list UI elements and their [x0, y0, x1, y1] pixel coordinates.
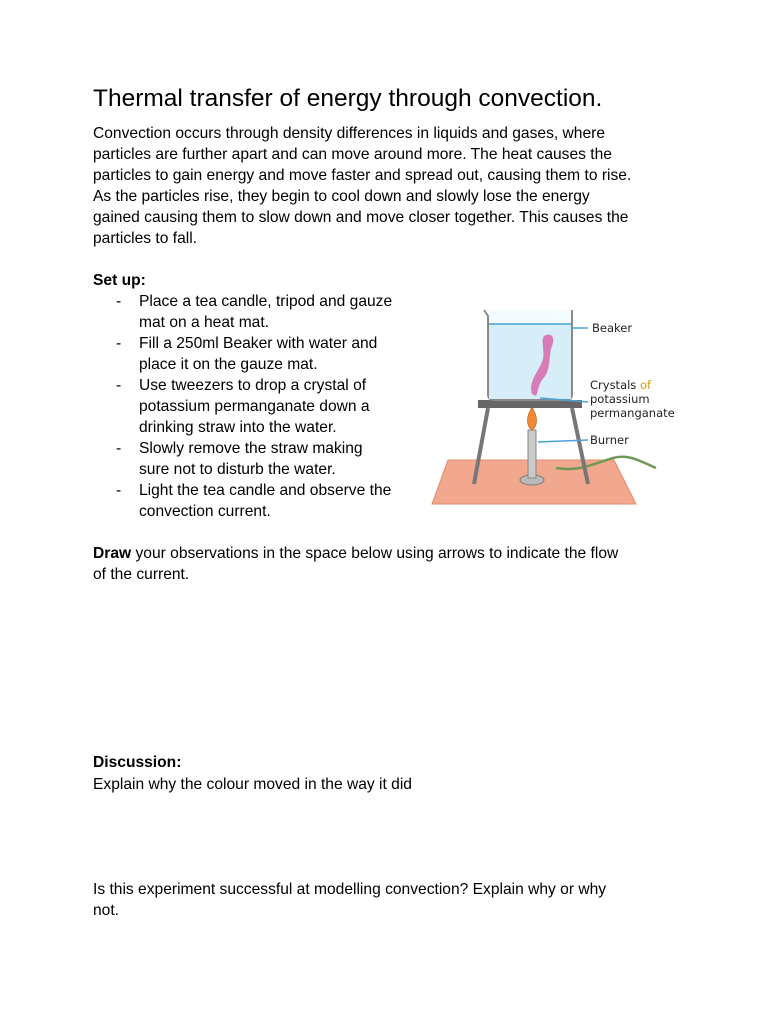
step-line: sure not to disturb the water.	[139, 461, 336, 478]
label-crystals-of: of	[639, 378, 652, 392]
draw-text: your observations in the space below using arrows to indicate the flow	[131, 545, 619, 562]
evaluation-question	[93, 879, 693, 921]
step-line: Place a tea candle, tripod and gauze	[139, 293, 393, 310]
label-crystals	[590, 378, 652, 392]
convection-apparatus-diagram	[428, 296, 698, 516]
draw-line-2: of the current.	[93, 566, 190, 583]
step-line: mat on a heat mat.	[139, 314, 270, 331]
intro-line: particles to gain energy and move faster and spread out, causing them to rise.	[93, 167, 632, 184]
draw-instructions	[93, 543, 693, 585]
step-line: convection current.	[139, 503, 271, 520]
label-permanganate: permanganate	[590, 406, 675, 420]
list-bullet: -	[116, 293, 122, 310]
discussion-question: Explain why the colour moved in the way it did	[93, 776, 412, 793]
label-crystals-word: Crystals	[590, 378, 637, 392]
setup-step	[93, 438, 423, 480]
intro-line: particles to fall.	[93, 230, 198, 247]
intro-line: As the particles rise, they begin to cool down and slowly lose the energy	[93, 188, 590, 205]
label-potassium: potassium	[590, 392, 650, 406]
label-burner: Burner	[590, 433, 629, 447]
question-line: Is this experiment successful at modelling convection? Explain why or why	[93, 881, 607, 898]
beaker-water	[489, 324, 571, 399]
list-bullet: -	[116, 482, 122, 499]
step-line: Slowly remove the straw making	[139, 440, 363, 457]
burner-barrel	[528, 430, 536, 478]
step-line: place it on the gauze mat.	[139, 356, 318, 373]
setup-step	[93, 333, 423, 375]
draw-bold-word: Draw	[93, 545, 132, 562]
page-title: Thermal transfer of energy through convection.	[93, 85, 603, 112]
discussion-heading: Discussion:	[93, 754, 182, 771]
intro-line: Convection occurs through density differences in liquids and gases, where	[93, 125, 606, 142]
setup-step	[93, 291, 423, 333]
intro-line: particles are further apart and can move around more. The heat causes the	[93, 146, 612, 163]
list-bullet: -	[116, 377, 122, 394]
gauze-mat	[478, 400, 582, 408]
step-line: Use tweezers to drop a crystal of	[139, 377, 367, 394]
step-line: potassium permanganate down a	[139, 398, 370, 415]
setup-step	[93, 480, 423, 522]
label-beaker: Beaker	[592, 321, 633, 335]
list-bullet: -	[116, 440, 122, 457]
step-line: drinking straw into the water.	[139, 419, 337, 436]
intro-paragraph	[93, 123, 683, 249]
step-line: Light the tea candle and observe the	[139, 482, 392, 499]
burner-flame	[528, 408, 537, 430]
question-line: not.	[93, 902, 120, 919]
intro-line: gained causing them to slow down and move closer together. This causes the	[93, 209, 629, 226]
step-line: Fill a 250ml Beaker with water and	[139, 335, 378, 352]
setup-steps-list	[93, 291, 423, 522]
setup-step	[93, 375, 423, 438]
draw-line-1	[93, 543, 693, 564]
setup-heading: Set up:	[93, 272, 146, 289]
list-bullet: -	[116, 335, 122, 352]
